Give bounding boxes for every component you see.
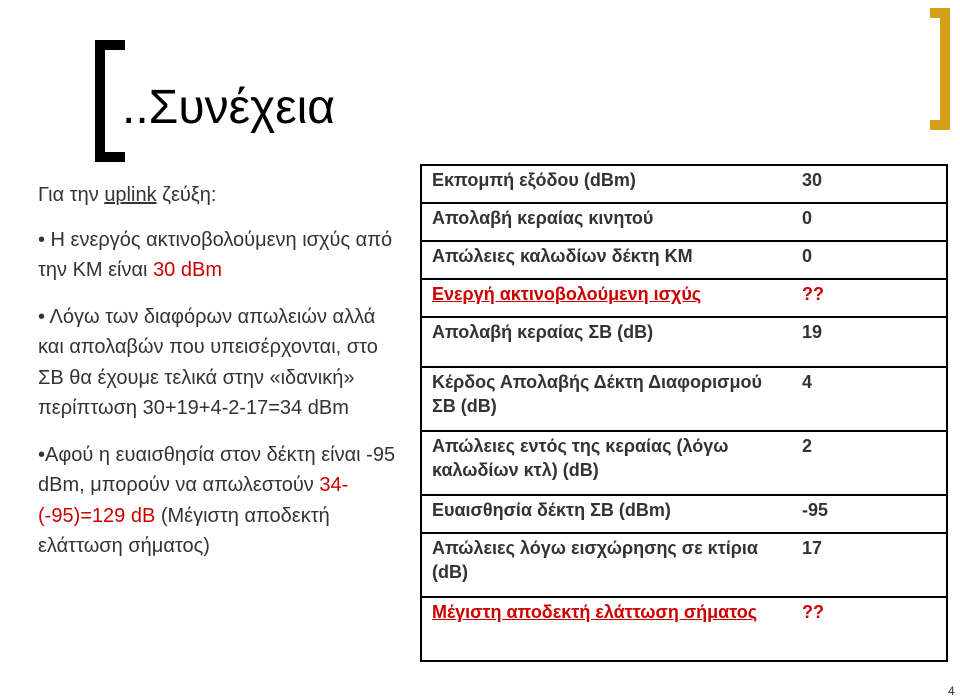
bullet-erp [38, 225, 398, 286]
intro-prefix: Για την [38, 184, 105, 206]
value-cell: 30 [792, 165, 947, 203]
param-cell-highlight: Μέγιστη αποδεκτή ελάττωση σήματος [421, 597, 792, 661]
value-cell: 0 [792, 203, 947, 241]
bullet1-unit: dBm [175, 259, 222, 281]
param-cell: Απολαβή κεραίας κινητού [421, 203, 792, 241]
left-text-block [38, 180, 398, 578]
uplink-term: uplink [104, 184, 157, 206]
intro-suffix: ζεύξη: [156, 184, 217, 206]
bullet1-text: • Η ενεργός ακτινοβολούμενη ισχύς από την ΚΜ είναι [38, 228, 393, 281]
slide-title: ..Συνέχεια [122, 81, 335, 134]
table-row [421, 597, 947, 661]
link-budget-table [420, 164, 948, 662]
left-bracket-decoration [95, 40, 105, 162]
param-cell: Απώλειες εντός της κεραίας (λόγω καλωδίων κτλ) (dB) [421, 431, 792, 495]
table-row [421, 165, 947, 203]
bullet3-value: 34-(-95)=129 dB [38, 474, 349, 527]
right-bracket-decoration [930, 8, 950, 130]
value-cell: 17 [792, 533, 947, 597]
value-cell: 4 [792, 367, 947, 431]
param-cell-highlight: Ενεργή ακτινοβολούμενη ισχύς [421, 279, 792, 317]
bullet1-value: 30 [153, 259, 176, 281]
bullet3-suffix: (Μέγιστη αποδεκτή ελάττωση σήματος) [38, 504, 330, 557]
table-row [421, 495, 947, 533]
table-row [421, 431, 947, 495]
right-bracket-bottom [930, 120, 950, 130]
value-cell: -95 [792, 495, 947, 533]
value-cell-highlight: ?? [792, 597, 947, 661]
value-cell: 19 [792, 317, 947, 367]
bullet3-text: •Αφού η ευαισθησία στον δέκτη είναι -95 dBm, μπορούν να απωλεστούν [38, 443, 396, 496]
uplink-intro [38, 180, 398, 211]
param-cell: Εκπομπή εξόδου (dBm) [421, 165, 792, 203]
table-row [421, 317, 947, 367]
param-cell: Απώλειες καλωδίων δέκτη ΚΜ [421, 241, 792, 279]
value-cell: 2 [792, 431, 947, 495]
table-row [421, 533, 947, 597]
bullet-losses-gains: • Λόγω των διαφόρων απωλειών αλλά και απολαβών που υπεισέρχονται, στο ΣΒ θα έχουμε τελικά στην «ιδανική» περίπτωση 30+19+4-2-17=34 dBm [38, 305, 378, 419]
right-bracket-bar [940, 8, 950, 130]
param-cell: Κέρδος Απολαβής Δέκτη Διαφορισμού ΣΒ (dB) [421, 367, 792, 431]
page-number: 4 [948, 684, 955, 698]
table-row [421, 279, 947, 317]
value-cell-highlight: ?? [792, 279, 947, 317]
table-row [421, 367, 947, 431]
value-cell: 0 [792, 241, 947, 279]
param-cell: Απώλειες λόγω εισχώρησης σε κτίρια (dB) [421, 533, 792, 597]
right-bracket-top [930, 8, 950, 18]
param-cell: Ευαισθησία δέκτη ΣΒ (dBm) [421, 495, 792, 533]
param-cell: Απολαβή κεραίας ΣΒ (dB) [421, 317, 792, 367]
table-row [421, 241, 947, 279]
bullet-sensitivity [38, 440, 398, 562]
table-row [421, 203, 947, 241]
